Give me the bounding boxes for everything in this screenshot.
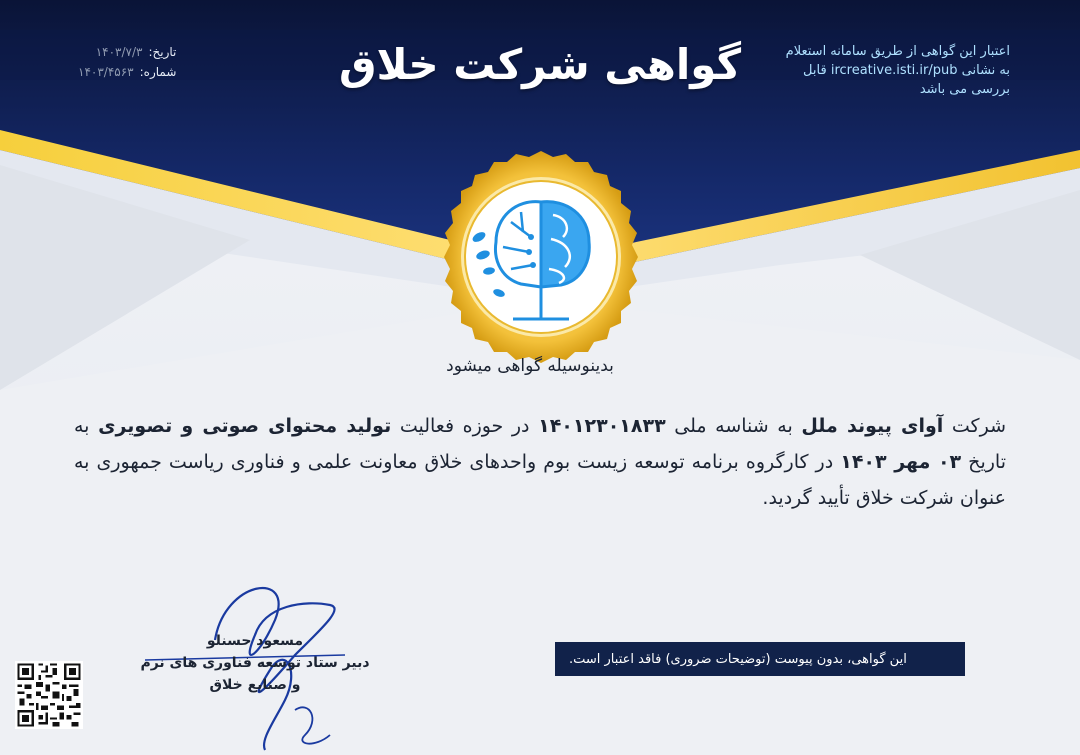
qr-code-icon [15,661,83,729]
body-text-4: به تاریخ [74,415,1006,473]
signatory-role-2: و صنایع خلاق [209,677,301,693]
attachment-note [555,642,965,676]
hereby-statement: بدینوسیله گواهی میشود [446,356,614,376]
number-value: ۱۴۰۳/۴۵۶۳ [78,65,134,79]
date-row [78,42,176,62]
number-label: شماره: [139,65,177,79]
signatory-role-1: دبیر ستاد توسعه فناوری های نرم [140,655,370,671]
company-name: آوای پیوند ملل [801,415,944,437]
date-label: تاریخ: [148,45,177,59]
brain-tree-icon [432,148,650,366]
approval-date: ۰۳ مهر ۱۴۰۳ [840,451,962,473]
date-value: ۱۴۰۳/۷/۳ [95,45,143,59]
number-row [78,62,176,82]
certificate-title: گواهی شرکت خلاق [338,40,742,89]
certificate-meta [78,42,176,82]
signatory-block [130,630,380,696]
validity-note: اعتبار این گواهی از طریق سامانه استعلام به نشانی ircreative.isti.ir/pub قابل بررسی می باشد [785,44,1010,97]
body-text-5: در کارگروه برنامه توسعه زیست بوم واحدهای خلاق معاونت علمی و فناوری ریاست جمهوری به عنوان شرکت خلاق تأیید گردید. [74,451,1006,509]
body-text-2: به شناسه ملی [665,415,802,437]
activity-field: تولید محتوای صوتی و تصویری [98,415,392,437]
national-id: ۱۴۰۱۲۳۰۱۸۳۳ [538,415,666,437]
attachment-note-text: این گواهی، بدون پیوست (توضیحات ضروری) فاقد اعتبار است. [569,651,907,667]
certificate-body [74,408,1006,516]
body-text-1: شرکت [943,415,1006,437]
signatory-name: مسعود حسنلو [206,633,304,649]
body-text-3: در حوزه فعالیت [391,415,539,437]
